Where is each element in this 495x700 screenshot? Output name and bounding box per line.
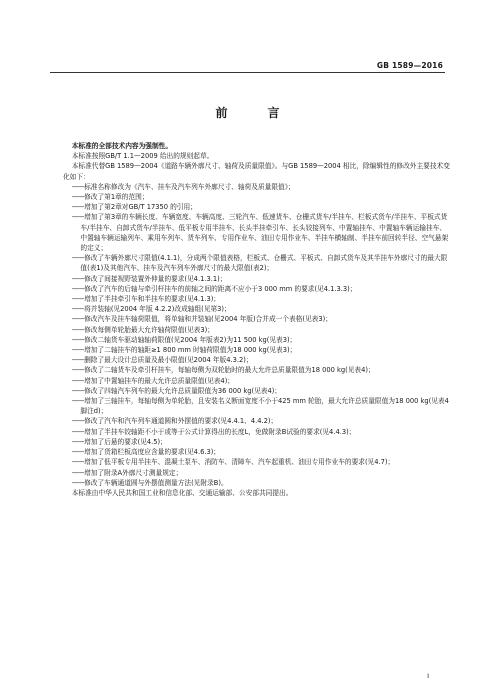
- change-list-item: [63, 314, 451, 324]
- change-list-item: [63, 325, 451, 335]
- list-item-text: 修改二轴货车驱动轴轴荷限值(见2004 年版表2)为11 500 kg(见表3)；: [84, 335, 297, 344]
- page-title: 前 言: [215, 106, 294, 120]
- change-list-item: [63, 437, 451, 447]
- list-item-text: 增加了第3章的车辆长度、车辆宽度、车辆高度、三轮汽车、低速货车、仓栅式货车/半挂车、栏板式货车/半挂车、平板式货车/半挂车、自卸式货车/半挂车、低平板专用半挂车、长头半挂牵引车、长头铰接列车、中置轴挂车、中置轴车辆运输挂车、中置轴车辆运输列车、乘用车列车、货车列车、专用作业车、油田专用作业车、半挂车横轴制、半挂车前回转半径、空气悬架的定义；: [80, 213, 449, 253]
- paragraph-drafting-rules: 本标准按照GB/T 1.1—2009 给出的规则起草。: [71, 152, 214, 161]
- list-dash: ——: [71, 397, 85, 406]
- change-list-item: [63, 274, 451, 284]
- list-item-text: 增加了半挂车铰轴距不小于或等于公式计算得出的长度L，免做附录B试验的要求(见4.4.3)；: [84, 427, 356, 436]
- list-item-text: 增加了三轴挂车，每轴每侧为单轮胎，且安装名义断面宽度不小于425 mm 轮胎，最大允许总质量限值为18 000 kg(见表4脚注d)；: [80, 397, 449, 416]
- change-list-item: [63, 212, 451, 253]
- list-dash: ——: [71, 346, 85, 355]
- list-dash: ——: [71, 356, 85, 365]
- list-dash: ——: [71, 274, 85, 283]
- change-list-item: [63, 478, 451, 488]
- list-dash: ——: [71, 193, 85, 202]
- list-dash: ——: [71, 458, 85, 467]
- header-rule: [50, 72, 445, 73]
- list-dash: ——: [71, 386, 85, 395]
- list-item-text: 修改了汽车和汽车列车通道圆和外摆值的要求(见4.4.1、4.4.2)；: [84, 417, 278, 426]
- list-dash: ——: [71, 335, 85, 344]
- list-dash: ——: [71, 437, 85, 446]
- change-list: [63, 182, 451, 488]
- list-item-text: 增加了货箱栏板高度应含量的要求(见4.6.3)；: [84, 448, 220, 457]
- standard-code: GB 1589—2016: [376, 61, 443, 70]
- change-list-item: [63, 202, 451, 212]
- change-list-item: [63, 376, 451, 386]
- list-dash: ——: [71, 417, 85, 426]
- list-dash: ——: [71, 366, 85, 375]
- list-dash: ——: [71, 182, 85, 191]
- page-number: I: [427, 672, 429, 680]
- change-list-item: [63, 294, 451, 304]
- paragraph-mandatory-statement: 本标准的全部技术内容为强制性。: [71, 142, 173, 150]
- list-item-text: 增加了半挂牵引车和半挂车的要求(见4.1.3)；: [84, 295, 220, 304]
- list-item-text: 修改了第1章的范围；: [84, 193, 149, 202]
- list-dash: ——: [71, 305, 85, 314]
- list-dash: ——: [71, 295, 85, 304]
- list-item-text: 标准名称修改为《汽车、挂车及汽车列车外廓尺寸、轴荷及质量限值》；: [84, 182, 295, 191]
- paragraph-replacement: 本标准代替GB 1589—2004《道路车辆外廓尺寸、轴荷及质量限值》。与GB 1589—2004 相比，除编辑性的修改外主要技术变化如下：: [63, 162, 450, 181]
- change-list-item: [63, 335, 451, 345]
- list-dash: ——: [71, 478, 85, 487]
- list-item-text: 增加了后悬的要求(见4.5)；: [84, 437, 167, 446]
- list-item-text: 删除了最大设计总质量及最小限值(见2004 年版4.3.2)；: [84, 356, 253, 365]
- change-list-item: [63, 468, 451, 478]
- change-list-item: [63, 345, 451, 355]
- change-list-item: [63, 284, 451, 294]
- change-list-item: [63, 427, 451, 437]
- list-item-text: 修改汽车及挂车轴荷限值，将单轴和并装轴(见2004 年版)合并成一个表格(见表3)；: [84, 315, 332, 324]
- list-dash: ——: [71, 315, 85, 324]
- list-item-text: 修改了汽车的后轴与牵引杆挂车的前轴之间的距离不应小于3 000 mm 的要求(见4.1.3.3)；: [84, 284, 357, 293]
- list-item-text: 增加了低平板专用半挂车、混凝土泵车、消防车、清障车、汽车起重机、油田专用作业车的要求(见4.7)；: [84, 458, 395, 467]
- list-dash: ——: [71, 203, 85, 212]
- list-item-text: 修改了四轴汽车列车的最大允许总质量限值为36 000 kg(见表4)；: [84, 386, 282, 395]
- change-list-item: [63, 447, 451, 457]
- change-list-item: [63, 386, 451, 396]
- list-item-text: 修改了车辆通道圆与外摆值测量方法(见附录B)。: [84, 478, 228, 487]
- list-dash: ——: [71, 376, 85, 385]
- list-item-text: 增加了第2章对GB/T 17350 的引用；: [84, 203, 197, 212]
- change-list-item: [63, 182, 451, 192]
- list-dash: ——: [71, 213, 85, 222]
- list-item-text: 增加了二轴挂车的轴距≥1 800 mm 时轴荷限值为18 000 kg(见表3)；: [84, 346, 297, 355]
- list-item-text: 修改了间接视野装置外伸量的要求(见4.1.3.1)；: [84, 274, 227, 283]
- list-dash: ——: [71, 468, 85, 477]
- list-item-text: 增加了附录A外廓尺寸测量规定；: [84, 468, 183, 477]
- change-list-item: [63, 365, 451, 375]
- document-body: [63, 141, 451, 498]
- paragraph-proposer: 本标准由中华人民共和国工业和信息化部、交通运输部、公安部共同提出。: [71, 488, 293, 497]
- change-list-item: [63, 457, 451, 467]
- list-item-text: 增加了中置轴挂车的最大允许总质量限值(见表4)；: [84, 376, 234, 385]
- list-dash: ——: [71, 448, 85, 457]
- list-item-text: 修改了二轴货车及牵引杆挂车，每轴每侧为双轮胎时的最大允许总质量限值为18 000 kg(见表4)；: [84, 366, 375, 375]
- list-dash: ——: [71, 284, 85, 293]
- list-dash: ——: [71, 325, 85, 334]
- list-item-text: 修改每侧单轮胎最大允许轴荷限值(见表3)；: [84, 325, 214, 334]
- list-dash: ——: [71, 427, 85, 436]
- list-item-text: 将并装轴(见2004 年版 4.2.2)改成轴组(见第3)；: [84, 305, 231, 314]
- change-list-item: [63, 304, 451, 314]
- list-item-text: 修改了车辆外廓尺寸限值(4.1.1)，分成两个限值表格，栏板式、仓栅式、平板式、自卸式货车及其半挂车外廓尺寸的最大限值(表1)及其他汽车、挂车及汽车列车外廓尺寸的最大限值(表2)；: [80, 254, 448, 273]
- list-dash: ——: [71, 254, 85, 263]
- change-list-item: [63, 253, 451, 273]
- change-list-item: [63, 396, 451, 416]
- change-list-item: [63, 355, 451, 365]
- change-list-item: [63, 192, 451, 202]
- change-list-item: [63, 416, 451, 426]
